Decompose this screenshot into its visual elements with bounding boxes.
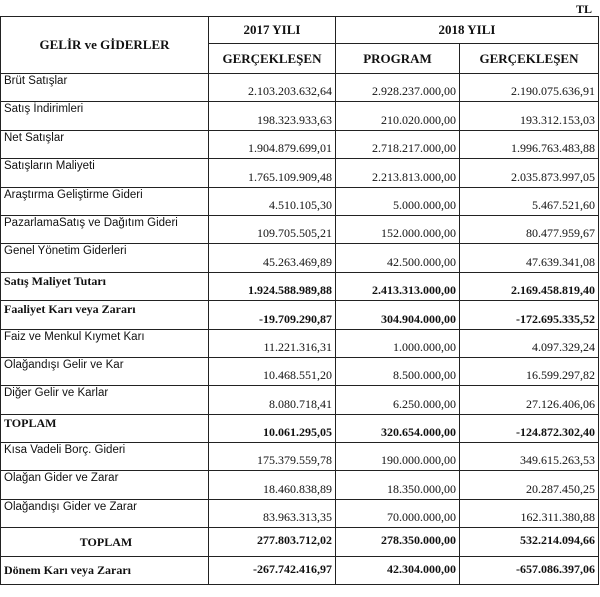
value-2018-actual: 4.097.329,24 bbox=[460, 329, 599, 357]
value-2018-program: 278.350.000,00 bbox=[336, 528, 460, 556]
table-row bbox=[1, 357, 599, 385]
value-2017: 175.379.559,78 bbox=[209, 443, 336, 471]
row-label: Araştırma Geliştirme Gideri bbox=[1, 187, 209, 215]
total-row bbox=[1, 528, 599, 556]
value-2017: -19.709.290,87 bbox=[209, 301, 336, 329]
income-expense-table bbox=[0, 16, 599, 585]
value-2018-actual: 162.311.380,88 bbox=[460, 499, 599, 527]
row-label: Net Satışlar bbox=[1, 130, 209, 158]
header-2017-actual: GERÇEKLEŞEN bbox=[209, 44, 336, 74]
value-2018-actual: 2.169.458.819,40 bbox=[460, 272, 599, 300]
value-2018-actual: -124.872.302,40 bbox=[460, 414, 599, 442]
value-2018-actual: -172.695.335,52 bbox=[460, 301, 599, 329]
table-row bbox=[1, 386, 599, 414]
value-2018-actual: 2.190.075.636,91 bbox=[460, 74, 599, 102]
table-row bbox=[1, 159, 599, 187]
row-label: Olağandışı Gider ve Zarar bbox=[1, 499, 209, 527]
value-2018-program: 42.304.000,00 bbox=[336, 556, 460, 584]
row-label: Diğer Gelir ve Karlar bbox=[1, 386, 209, 414]
value-2017: 10.061.295,05 bbox=[209, 414, 336, 442]
value-2017: 2.103.203.632,64 bbox=[209, 74, 336, 102]
value-2018-program: 2.413.313.000,00 bbox=[336, 272, 460, 300]
header-year-2018: 2018 YILI bbox=[336, 17, 599, 44]
value-2018-actual: 1.996.763.483,88 bbox=[460, 130, 599, 158]
header-title: GELİR ve GİDERLER bbox=[1, 17, 209, 74]
value-2018-program: 1.000.000,00 bbox=[336, 329, 460, 357]
total-row bbox=[1, 414, 599, 442]
value-2017: 1.904.879.699,01 bbox=[209, 130, 336, 158]
value-2017: 198.323.933,63 bbox=[209, 102, 336, 130]
value-2017: 4.510.105,30 bbox=[209, 187, 336, 215]
header-2018-program: PROGRAM bbox=[336, 44, 460, 74]
row-label: Olağan Gider ve Zarar bbox=[1, 471, 209, 499]
value-2018-program: 320.654.000,00 bbox=[336, 414, 460, 442]
value-2018-actual: 193.312.153,03 bbox=[460, 102, 599, 130]
row-label: TOPLAM bbox=[1, 414, 209, 442]
value-2018-program: 70.000.000,00 bbox=[336, 499, 460, 527]
value-2018-actual: 532.214.094,66 bbox=[460, 528, 599, 556]
table-row bbox=[1, 102, 599, 130]
value-2018-actual: 5.467.521,60 bbox=[460, 187, 599, 215]
header-2018-actual: GERÇEKLEŞEN bbox=[460, 44, 599, 74]
value-2018-actual: 27.126.406,06 bbox=[460, 386, 599, 414]
header-year-2017: 2017 YILI bbox=[209, 17, 336, 44]
row-label: Olağandışı Gelir ve Kar bbox=[1, 357, 209, 385]
value-2017: 45.263.469,89 bbox=[209, 244, 336, 272]
value-2017: 1.765.109.909,48 bbox=[209, 159, 336, 187]
value-2018-actual: 16.599.297,82 bbox=[460, 357, 599, 385]
value-2017: 18.460.838,89 bbox=[209, 471, 336, 499]
table-row bbox=[1, 471, 599, 499]
value-2018-program: 152.000.000,00 bbox=[336, 215, 460, 243]
value-2018-actual: 47.639.341,08 bbox=[460, 244, 599, 272]
value-2018-actual: 2.035.873.997,05 bbox=[460, 159, 599, 187]
currency-unit: TL bbox=[575, 2, 592, 16]
value-2017: 109.705.505,21 bbox=[209, 215, 336, 243]
value-2018-program: 42.500.000,00 bbox=[336, 244, 460, 272]
net-result-row bbox=[1, 556, 599, 584]
table-row bbox=[1, 187, 599, 215]
value-2017: -267.742.416,97 bbox=[209, 556, 336, 584]
row-label: TOPLAM bbox=[1, 528, 209, 556]
value-2018-program: 18.350.000,00 bbox=[336, 471, 460, 499]
row-label: Satışların Maliyeti bbox=[1, 159, 209, 187]
value-2017: 8.080.718,41 bbox=[209, 386, 336, 414]
value-2018-program: 2.928.237.000,00 bbox=[336, 74, 460, 102]
table-row bbox=[1, 130, 599, 158]
value-2018-program: 6.250.000,00 bbox=[336, 386, 460, 414]
subtotal-row bbox=[1, 301, 599, 329]
value-2018-program: 2.213.813.000,00 bbox=[336, 159, 460, 187]
row-label: PazarlamaSatış ve Dağıtım Gideri bbox=[1, 215, 209, 243]
value-2018-actual: 80.477.959,67 bbox=[460, 215, 599, 243]
value-2018-program: 8.500.000,00 bbox=[336, 357, 460, 385]
row-label: Faaliyet Karı veya Zararı bbox=[1, 301, 209, 329]
value-2017: 277.803.712,02 bbox=[209, 528, 336, 556]
table-row bbox=[1, 499, 599, 527]
value-2018-program: 190.000.000,00 bbox=[336, 443, 460, 471]
value-2018-program: 304.904.000,00 bbox=[336, 301, 460, 329]
row-label: Kısa Vadeli Borç. Gideri bbox=[1, 443, 209, 471]
row-label: Satış Maliyet Tutarı bbox=[1, 272, 209, 300]
table-row bbox=[1, 329, 599, 357]
subtotal-row bbox=[1, 272, 599, 300]
value-2018-actual: -657.086.397,06 bbox=[460, 556, 599, 584]
value-2017: 10.468.551,20 bbox=[209, 357, 336, 385]
table-row bbox=[1, 74, 599, 102]
row-label: Faiz ve Menkul Kıymet Karı bbox=[1, 329, 209, 357]
value-2017: 1.924.588.989,88 bbox=[209, 272, 336, 300]
value-2017: 83.963.313,35 bbox=[209, 499, 336, 527]
value-2018-program: 2.718.217.000,00 bbox=[336, 130, 460, 158]
value-2017: 11.221.316,31 bbox=[209, 329, 336, 357]
row-label: Dönem Karı veya Zararı bbox=[1, 556, 209, 584]
row-label: Genel Yönetim Giderleri bbox=[1, 244, 209, 272]
row-label: Brüt Satışlar bbox=[1, 74, 209, 102]
table-row bbox=[1, 244, 599, 272]
table-row bbox=[1, 215, 599, 243]
value-2018-actual: 20.287.450,25 bbox=[460, 471, 599, 499]
table-row bbox=[1, 443, 599, 471]
value-2018-program: 210.020.000,00 bbox=[336, 102, 460, 130]
value-2018-actual: 349.615.263,53 bbox=[460, 443, 599, 471]
row-label: Satış İndirimleri bbox=[1, 102, 209, 130]
value-2018-program: 5.000.000,00 bbox=[336, 187, 460, 215]
